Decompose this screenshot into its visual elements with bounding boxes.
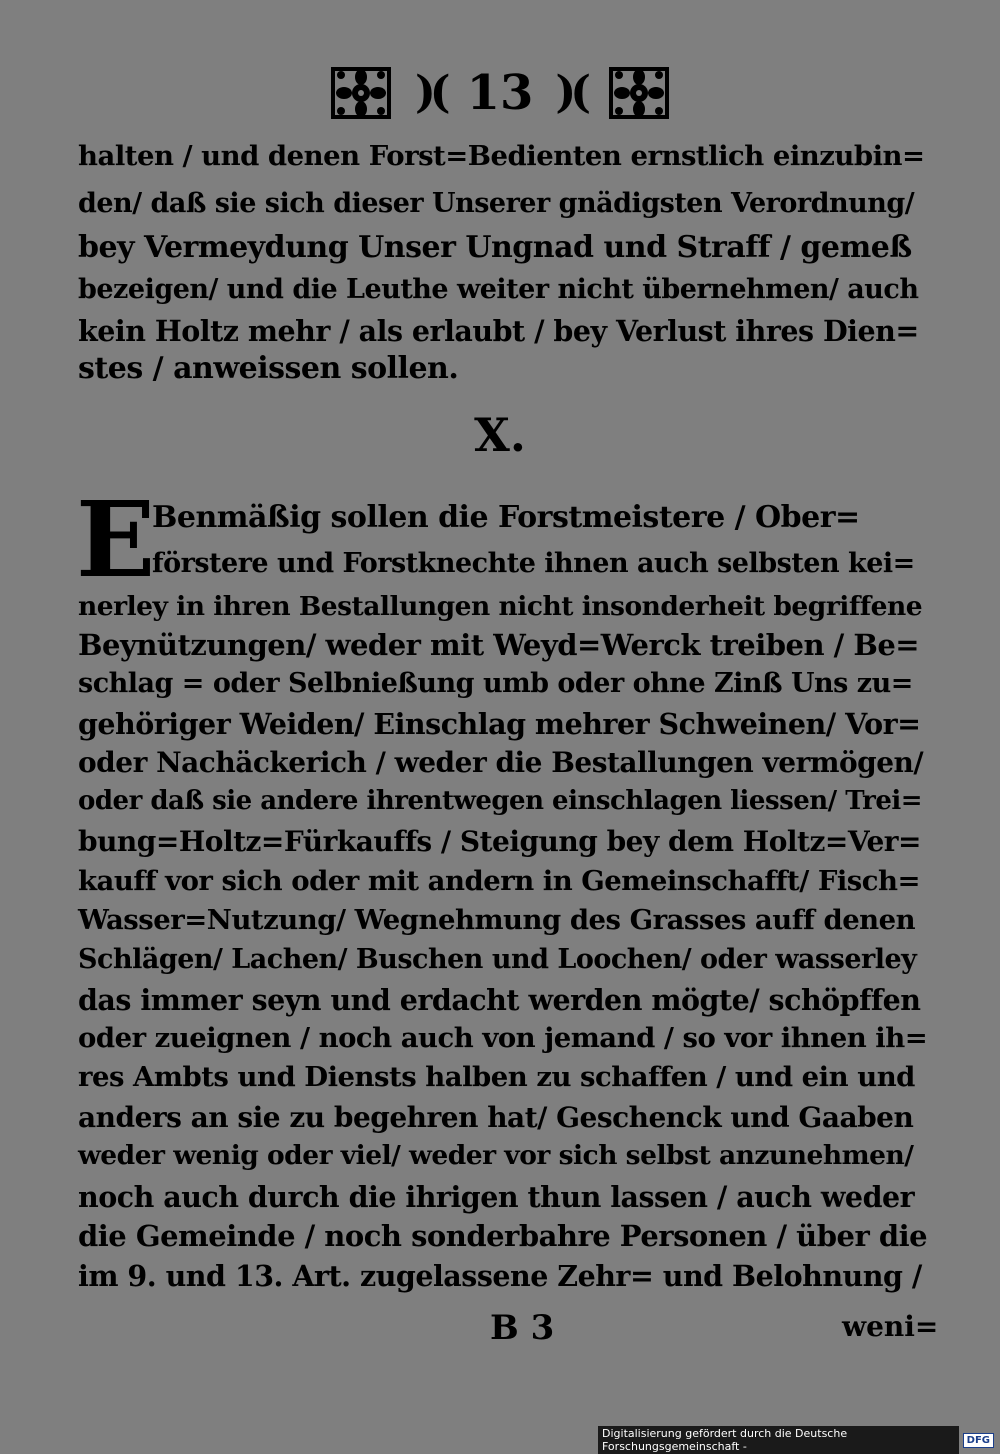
text-line: oder daß sie andere ihrentwegen einschlagen liessen/ Trei=: [78, 786, 923, 816]
text-line: stes / anweissen sollen.: [78, 351, 459, 386]
text-line: schlag = oder Selbnießung umb oder ohne Zinß Uns zu=: [78, 668, 913, 699]
floral-ornament-icon: [329, 65, 393, 121]
text-line: das immer seyn und erdacht werden mögte/ schöpffen: [78, 983, 921, 1017]
digitization-credit: [598, 1427, 994, 1453]
text-line: im 9. und 13. Art. zugelassene Zehr= und Belohnung /: [78, 1259, 922, 1293]
page-number: 13: [466, 65, 534, 121]
text-line: Schlägen/ Lachen/ Buschen und Loochen/ oder wasserley: [78, 944, 917, 975]
text-line: Wasser=Nutzung/ Wegnehmung des Grasses auff denen: [78, 904, 916, 936]
text-line: gehöriger Weiden/ Einschlag mehrer Schweinen/ Vor=: [78, 707, 921, 741]
text-line: kauff vor sich oder mit andern in Gemeinschafft/ Fisch=: [78, 865, 921, 897]
text-line: den/ daß sie sich dieser Unserer gnädigsten Verordnung/: [78, 188, 915, 219]
text-line: bezeigen/ und die Leuthe weiter nicht übernehmen/ auch: [78, 274, 919, 305]
text-line: anders an sie zu begehren hat/ Geschenck und Gaaben: [78, 1101, 914, 1134]
text-line: bung=Holtz=Fürkauffs / Steigung bey dem Holtz=Ver=: [78, 825, 922, 858]
text-line: bey Vermeydung Unser Ungnad und Straff / gemeß: [78, 230, 912, 265]
credit-text: Digitalisierung gefördert durch die Deutsche Forschungsgemeinschaft -: [598, 1426, 959, 1454]
text-line: halten / und denen Forst=Bedienten ernstlich einzubin=: [78, 140, 925, 172]
section-heading: X.: [474, 408, 526, 462]
header-bracket-right: )(: [555, 67, 586, 118]
text-line: nerley in ihren Bestallungen nicht insonderheit begriffene: [78, 591, 923, 622]
dfg-logo: DFG: [963, 1433, 994, 1448]
signature-mark: B 3: [490, 1308, 555, 1348]
text-line: förstere und Forstknechte ihnen auch selbsten kei=: [152, 548, 915, 579]
page-header: [0, 58, 1000, 128]
text-line: oder Nachäckerich / weder die Bestallungen vermögen/: [78, 746, 924, 779]
text-line: Beynützungen/ weder mit Weyd=Werck treiben / Be=: [78, 628, 920, 662]
catchword: weni=: [842, 1310, 939, 1343]
text-line: noch auch durch die ihrigen thun lassen / auch weder: [78, 1180, 915, 1214]
text-line: weder wenig oder viel/ weder vor sich selbst anzunehmen/: [78, 1140, 914, 1171]
text-line: res Ambts und Diensts halben zu schaffen / und ein und: [78, 1061, 915, 1093]
text-line: kein Holtz mehr / als erlaubt / bey Verlust ihres Dien=: [78, 314, 919, 348]
text-line: oder zueignen / noch auch von jemand / so vor ihnen ih=: [78, 1022, 928, 1054]
text-line: die Gemeinde / noch sonderbahre Personen / über die: [78, 1219, 928, 1253]
floral-ornament-icon: [607, 65, 671, 121]
header-bracket-left: )(: [414, 67, 445, 118]
drop-cap: E: [76, 478, 156, 601]
text-line: Benmäßig sollen die Forstmeistere / Ober=: [152, 500, 860, 535]
